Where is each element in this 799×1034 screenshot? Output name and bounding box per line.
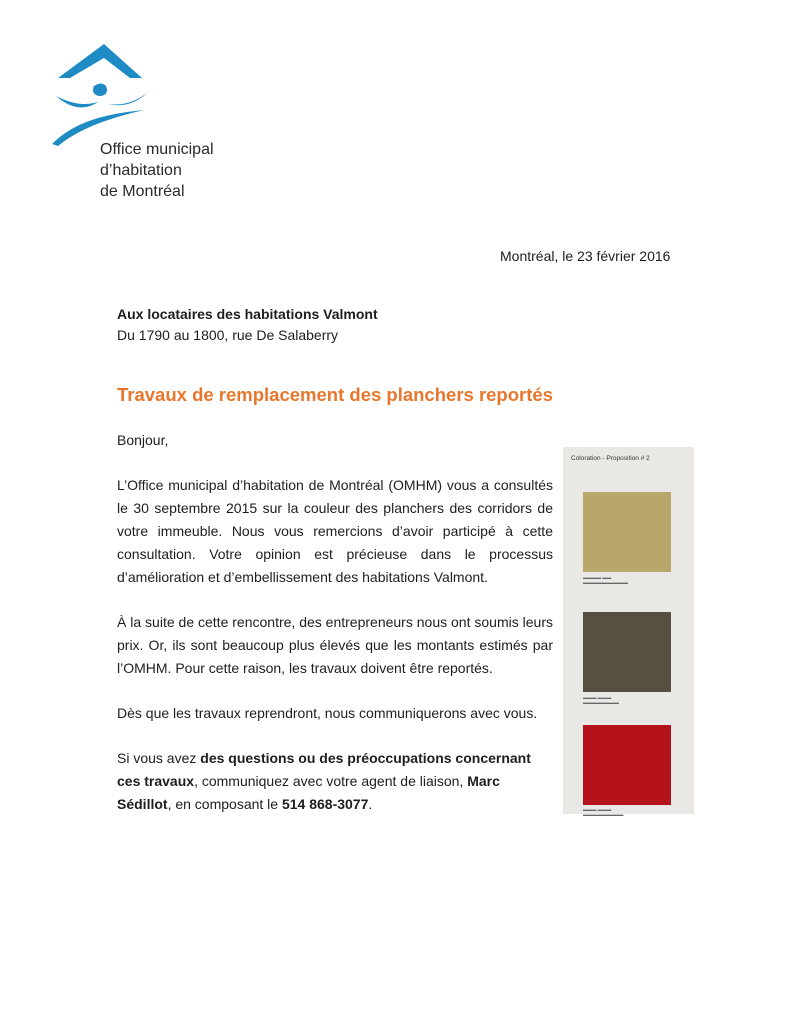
- swatch-1: [583, 492, 671, 572]
- swatch-1-label-lines: ▬▬▬▬ ▬▬ ▬▬▬▬▬▬▬▬▬▬: [583, 575, 628, 585]
- org-line-3: de Montréal: [100, 183, 185, 200]
- paragraph-3: Dès que les travaux reprendront, nous communiquerons avec vous.: [117, 705, 538, 721]
- liaison-agent-name: Marc Sédillot: [117, 773, 500, 812]
- p4-text-e: , en composant le: [167, 796, 282, 812]
- p4-text-g: .: [368, 796, 373, 812]
- paragraph-4: [117, 747, 553, 816]
- recipient-line-2: Du 1790 au 1800, rue De Salaberry: [117, 327, 339, 343]
- p4-text-a: Si vous avez: [117, 750, 201, 766]
- omhm-logo: [50, 44, 160, 148]
- letter-date: Montréal, le 23 février 2016: [500, 248, 671, 264]
- p4-bold-questions: des questions ou des préoccupations concernant ces travaux: [117, 750, 531, 789]
- recipient-line-1: Aux locataires des habitations Valmont: [117, 306, 378, 322]
- logo-roof: [58, 44, 142, 78]
- swatch-panel-title: Coloration - Proposition # 2: [571, 455, 650, 462]
- paragraph-1: L’Office municipal d’habitation de Montréal (OMHM) vous a consultés le 30 septembre 2015 sur la couleur des planchers des corridors de votre immeuble. Nous vous remercions d’avoir participé à cette consultation. Votre opinion est précieuse dans le processus d’amélioration et d’embellissement des habitations Valmont.: [117, 477, 553, 585]
- org-line-1: Office municipal: [100, 141, 214, 158]
- swatch-2: [583, 612, 671, 692]
- paragraph-2: À la suite de cette rencontre, des entrepreneurs nous ont soumis leurs prix. Or, ils sont beaucoup plus élevés que les montants estimés par l’OMHM. Pour cette raison, les travaux doivent être reportés.: [117, 614, 553, 676]
- swatch-2-label-lines: ▬▬▬ ▬▬▬ ▬▬▬▬▬▬▬▬: [583, 695, 619, 705]
- phone-number: 514 868-3077: [281, 796, 369, 812]
- p4-text-c: , communiquez avec votre agent de liaison,: [194, 773, 468, 789]
- letter-body: [117, 429, 553, 838]
- swatch-3: [583, 725, 671, 805]
- swatch-3-label-lines: ▬▬▬ ▬▬▬ ▬▬▬▬▬▬▬▬▬: [583, 807, 624, 817]
- logo-sweep-left: [56, 96, 98, 107]
- greeting: Bonjour,: [117, 432, 169, 448]
- org-line-2: d’habitation: [100, 162, 182, 179]
- recipient-block: [117, 304, 378, 346]
- floor-color-swatch-photo: [563, 447, 694, 817]
- logo-sweep-right: [108, 92, 148, 105]
- letter-title: Travaux de remplacement des planchers reportés: [117, 384, 553, 405]
- organization-name: [100, 139, 214, 202]
